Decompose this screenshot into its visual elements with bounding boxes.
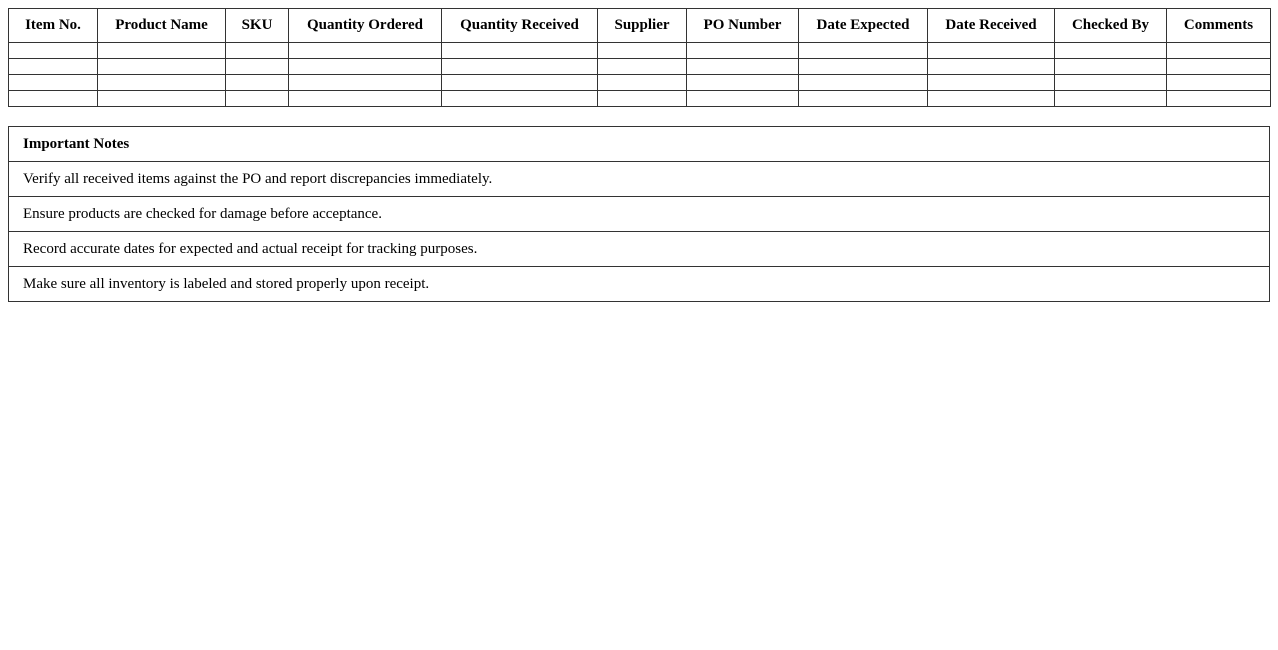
header-product-name: Product Name <box>98 9 226 43</box>
table-cell[interactable] <box>226 75 289 91</box>
table-cell[interactable] <box>289 59 442 75</box>
table-cell[interactable] <box>442 75 598 91</box>
table-cell[interactable] <box>226 91 289 107</box>
table-cell[interactable] <box>799 59 928 75</box>
table-header-row <box>9 9 1271 43</box>
notes-header-row <box>9 127 1270 162</box>
note-item: Record accurate dates for expected and actual receipt for tracking purposes. <box>9 232 1270 267</box>
note-row <box>9 197 1270 232</box>
table-cell[interactable] <box>928 59 1055 75</box>
table-cell[interactable] <box>442 91 598 107</box>
header-quantity-received: Quantity Received <box>442 9 598 43</box>
table-cell[interactable] <box>598 59 687 75</box>
table-cell[interactable] <box>226 43 289 59</box>
header-item-no: Item No. <box>9 9 98 43</box>
table-cell[interactable] <box>9 75 98 91</box>
table-cell[interactable] <box>1055 91 1167 107</box>
table-cell[interactable] <box>687 43 799 59</box>
note-row <box>9 232 1270 267</box>
note-row <box>9 162 1270 197</box>
table-cell[interactable] <box>598 91 687 107</box>
table-cell[interactable] <box>598 75 687 91</box>
table-cell[interactable] <box>289 43 442 59</box>
table-cell[interactable] <box>928 75 1055 91</box>
note-item: Make sure all inventory is labeled and stored properly upon receipt. <box>9 267 1270 302</box>
note-item: Verify all received items against the PO and report discrepancies immediately. <box>9 162 1270 197</box>
table-cell[interactable] <box>799 75 928 91</box>
table-cell[interactable] <box>687 59 799 75</box>
table-cell[interactable] <box>289 75 442 91</box>
header-sku: SKU <box>226 9 289 43</box>
table-row <box>9 91 1271 107</box>
table-cell[interactable] <box>289 91 442 107</box>
table-cell[interactable] <box>9 91 98 107</box>
table-cell[interactable] <box>1055 43 1167 59</box>
table-cell[interactable] <box>9 43 98 59</box>
header-po-number: PO Number <box>687 9 799 43</box>
table-cell[interactable] <box>442 43 598 59</box>
header-checked-by: Checked By <box>1055 9 1167 43</box>
table-cell[interactable] <box>799 43 928 59</box>
table-cell[interactable] <box>9 59 98 75</box>
header-date-received: Date Received <box>928 9 1055 43</box>
table-cell[interactable] <box>1167 75 1271 91</box>
table-cell[interactable] <box>928 43 1055 59</box>
table-cell[interactable] <box>687 75 799 91</box>
table-cell[interactable] <box>1167 91 1271 107</box>
important-notes-table <box>8 126 1270 302</box>
table-cell[interactable] <box>687 91 799 107</box>
table-cell[interactable] <box>1167 59 1271 75</box>
table-row <box>9 59 1271 75</box>
receiving-table <box>8 8 1271 107</box>
table-cell[interactable] <box>928 91 1055 107</box>
table-cell[interactable] <box>1055 75 1167 91</box>
document-page <box>0 0 1278 310</box>
header-quantity-ordered: Quantity Ordered <box>289 9 442 43</box>
header-date-expected: Date Expected <box>799 9 928 43</box>
table-cell[interactable] <box>98 59 226 75</box>
table-row <box>9 75 1271 91</box>
note-item: Ensure products are checked for damage before acceptance. <box>9 197 1270 232</box>
table-cell[interactable] <box>98 43 226 59</box>
header-comments: Comments <box>1167 9 1271 43</box>
table-cell[interactable] <box>442 59 598 75</box>
table-cell[interactable] <box>98 91 226 107</box>
table-cell[interactable] <box>98 75 226 91</box>
table-cell[interactable] <box>1055 59 1167 75</box>
note-row <box>9 267 1270 302</box>
table-cell[interactable] <box>598 43 687 59</box>
table-cell[interactable] <box>226 59 289 75</box>
table-cell[interactable] <box>1167 43 1271 59</box>
header-supplier: Supplier <box>598 9 687 43</box>
table-row <box>9 43 1271 59</box>
notes-title: Important Notes <box>9 127 1270 162</box>
table-cell[interactable] <box>799 91 928 107</box>
